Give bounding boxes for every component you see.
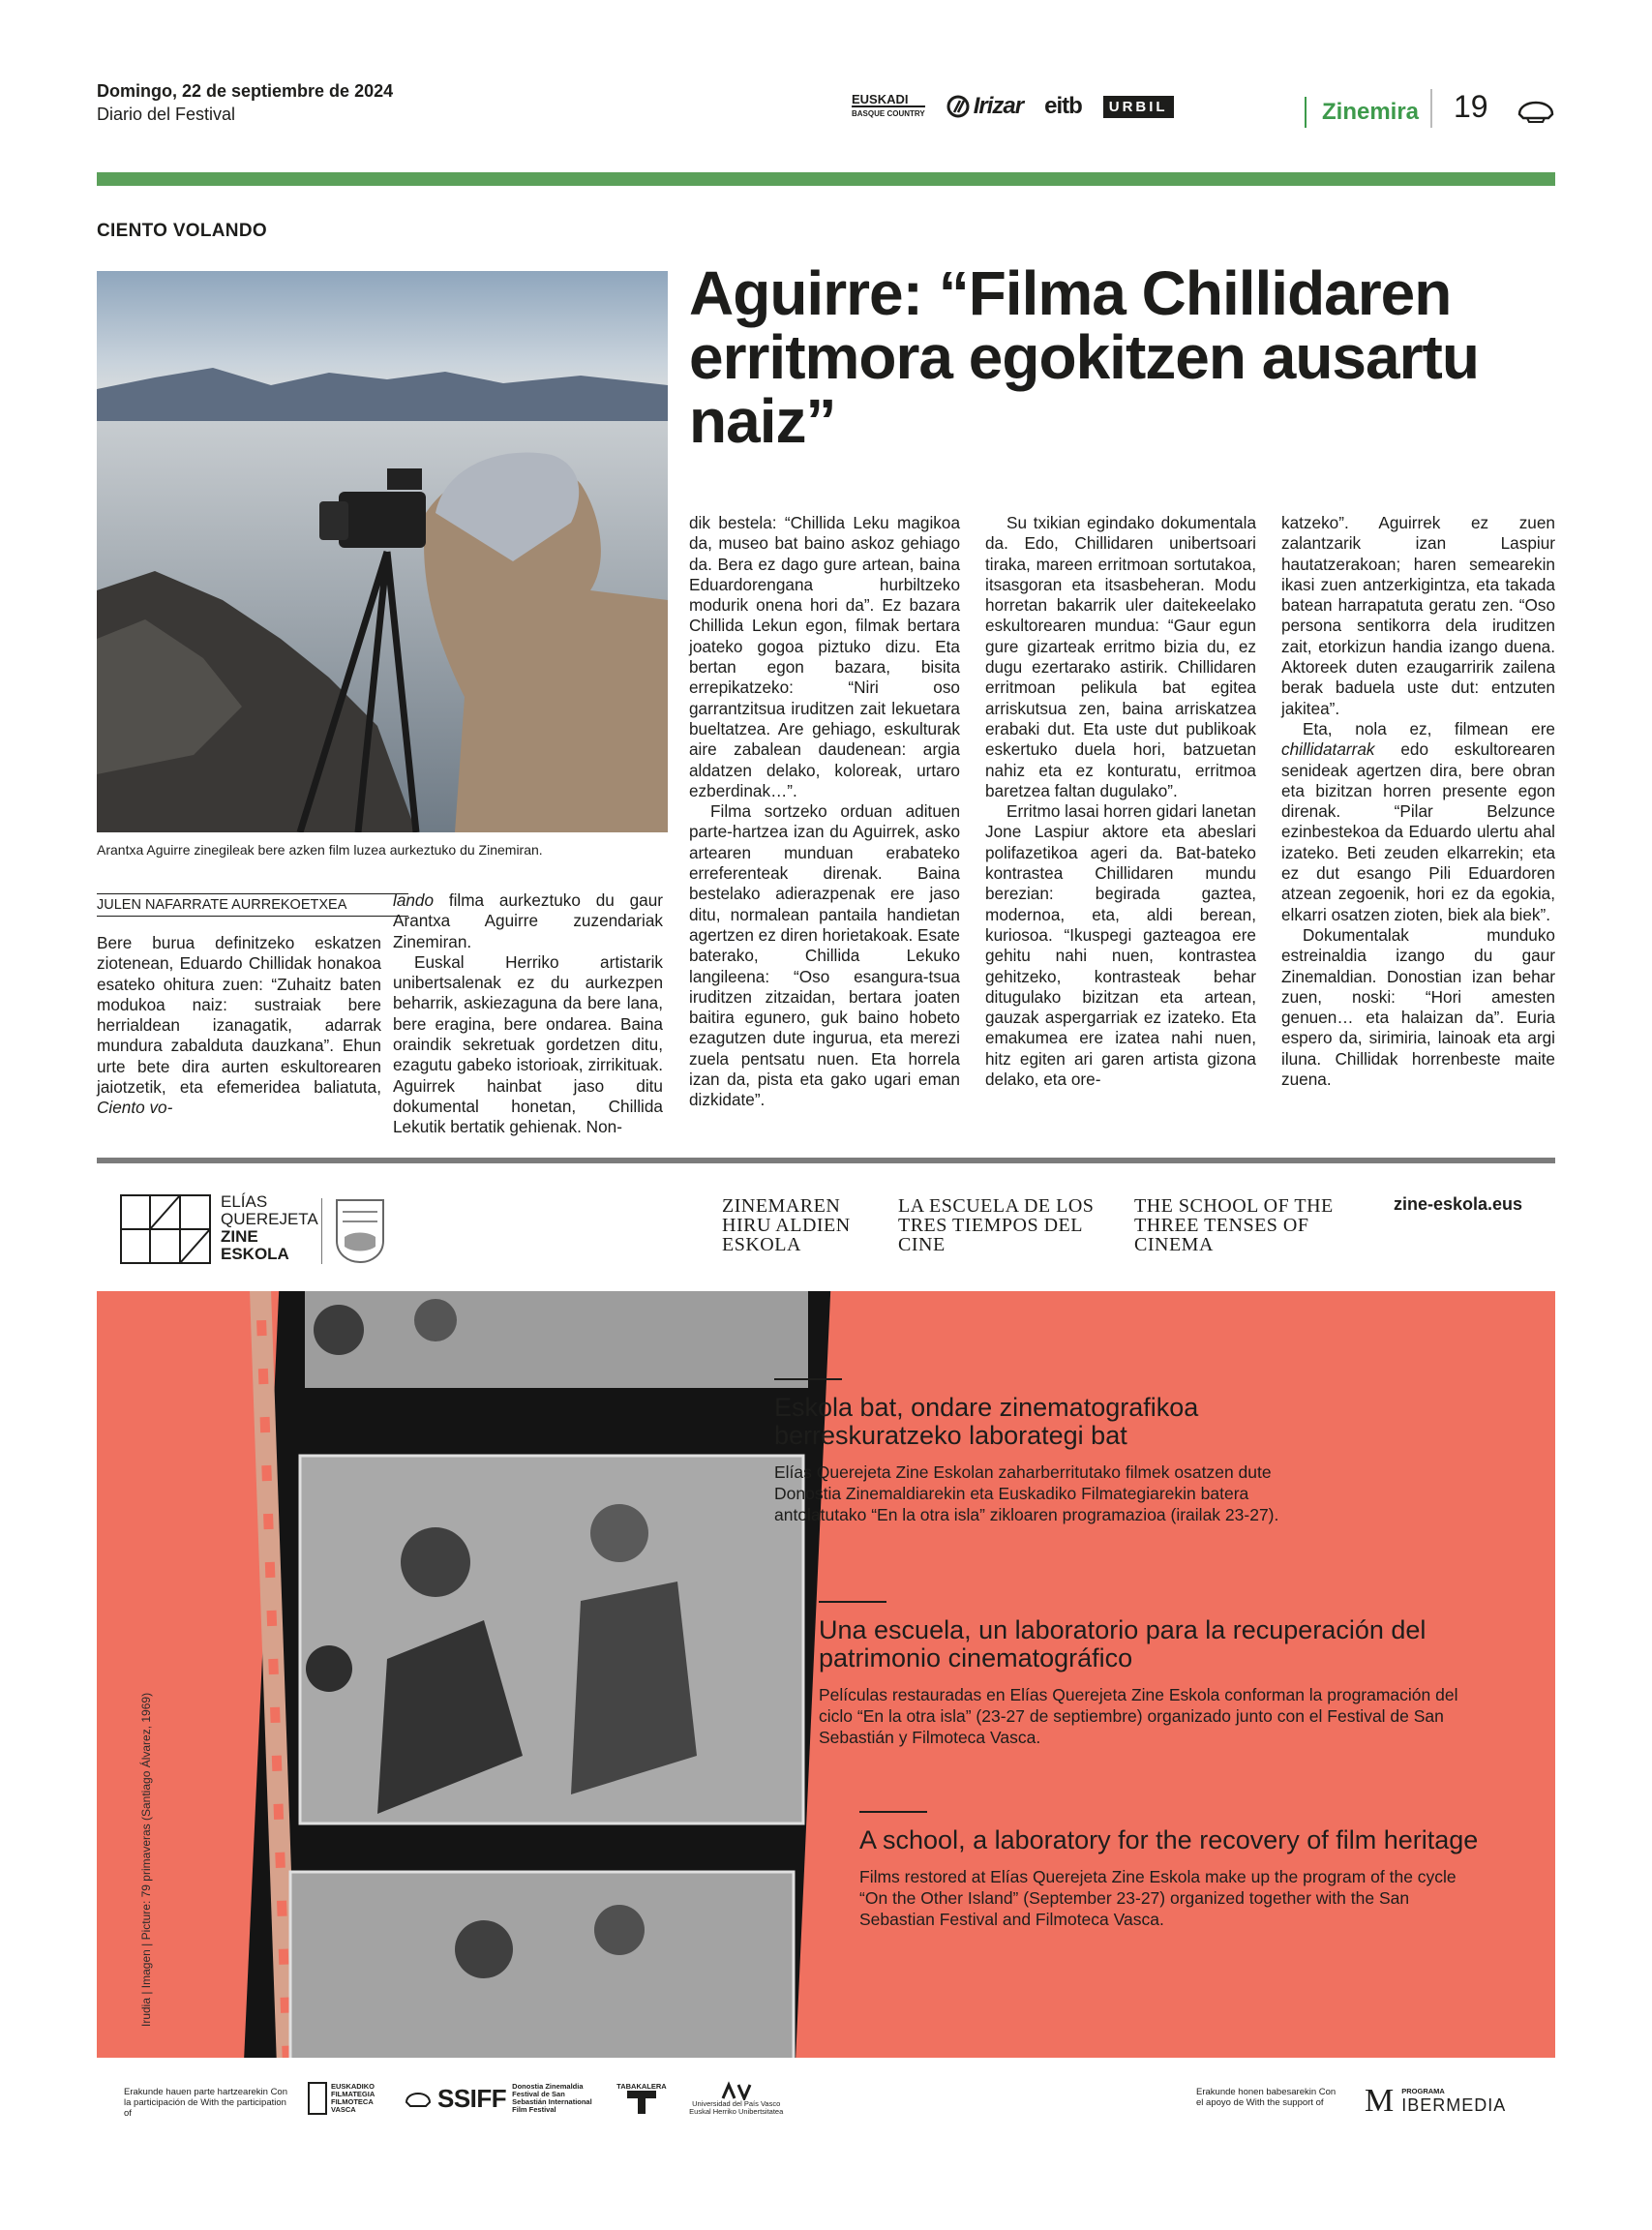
paragraph: Eta, nola ez, filmean ere chillidatarrak edo eskultorearen senideak agertzen dira, bere obran eta bizitzan horren presente egon direnak. “Pilar Belzunce ezinbestekoa da Eduardo ulertu ahal izateko. Beti zeuden elkarrekin; eta ez dut esango Pili Eduardoren atzean zegoenik, hori ez da egokia, elkarri osatzen zioten, biek ala biek”. (1281, 718, 1555, 924)
support-label: Erakunde honen babesarekin Con el apoyo de With the support of (1196, 2087, 1337, 2108)
text-column-1 (97, 933, 381, 1119)
text-column-5 (1281, 513, 1555, 1090)
ad-body: Películas restauradas en Elías Querejeta Zine Eskola conforman la programación del ciclo “En la otra isla” (23-27 de septiembre) organizado junto con el Festival de San Sebastián y Filmoteca Vasca. (819, 1685, 1458, 1747)
irizar-logo: Irizar (946, 93, 1023, 120)
dash-rule (819, 1601, 886, 1603)
ad-body: Films restored at Elías Querejeta Zine Eskola make up the program of the cycle “On the Other Island” (September 23-27) organized together with the San Sebastian Festival and Filmoteca Vasca. (859, 1867, 1457, 1929)
advert-separator (97, 1158, 1555, 1163)
text-column-2 (393, 890, 663, 1138)
ad-body: Elías Querejeta Zine Eskolan zaharberritutako filmek osatzen dute Donostia Zinemaldiarekin eta Euskadiko Filmategiarekin batera antolatutako “En la otra isla” zikloaren programazioa (irailak 23-27). (774, 1462, 1279, 1524)
logo-divider (321, 1198, 322, 1264)
tagline-spanish: LA ESCUELA DE LOS TRES TIEMPOS DEL CINE (898, 1195, 1095, 1255)
ad-heading: Una escuela, un laboratorio para la recuperación del patrimonio cinematográfico (819, 1615, 1427, 1672)
upv-ehu-logo: Universidad del País Vasco Euskal Herriko Unibertsitatea (688, 2081, 785, 2116)
paragraph: Filma sortzeko orduan adituen parte-hartzea izan du Aguirrek, asko artearen munduan erabateko erreferenteak direnak. Baina bestelako adierazpenak ere jaso ditu, normalean pantaila handietan agertzen ez diren horietakoak. Esate baterako, Chillida Lekuko langileena: “Oso esangura-tsua iruditzen zitzaidan, bertara joaten baitira egunero, guk baino hobeto ezagutzen dute ingurua, eta merezi zuela pentsatu nuen. Eta horrela izan da, pista eta gako ugari eman dizkidate”. (689, 801, 960, 1110)
page-number: 19 (1454, 89, 1488, 124)
ad-heading: Eskola bat, ondare zinematografikoa berreskuratzeko laborategi bat (774, 1393, 1199, 1450)
section-name: Zinemira (1305, 97, 1419, 128)
ssiff-shell-icon (405, 2089, 432, 2108)
ad-heading: A school, a laboratory for the recovery of film heritage (859, 1825, 1479, 1854)
photo-credit: Irudia | Imagen | Picture: 79 primaveras (Santiago Álvarez, 1969) (139, 1692, 153, 2027)
paragraph: Dokumentalak munduko estreinaldia izango du gaur Zinemaldian. Donostian izan behar zuen, noski: “Hori amesten genuen… eta halaizan da”. Euria espero da, sirimiria, lainoak eta argi iluna. Chillidak horrenbeste maite zuena. (1281, 924, 1555, 1090)
ad-text-basque (774, 1378, 1316, 1525)
ibermedia-logo: M PROGRAMA IBERMEDIA (1365, 2083, 1507, 2119)
ad-text-english (859, 1811, 1479, 1930)
paragraph: dik bestela: “Chillida Leku magikoa da, museo bat baino askoz gehiago da. Bera ez dago gure artean, baina Eduardorengana hurbiltzeko modurik onena hori da”. Ez bazara Chillida Lekun egon, filmak bertara joateko gogoa piztuko dizu. Eta bertan egon bazara, bisita errepikatzeko: “Niri oso garrantzitsua iruditzen zait lekuetara bueltatzea. Are gehiago, eskulturak aire zabalean daudenean: argia aldatzen delako, koloreak, urtaro ezberdinak…”. (689, 513, 960, 800)
gipuzkoa-shield-icon (335, 1198, 385, 1264)
issue-date: Domingo, 22 de septiembre de 2024 (97, 81, 394, 101)
dash-rule (859, 1811, 927, 1813)
urbil-logo: URBIL (1103, 96, 1174, 118)
tagline-english: THE SCHOOL OF THE THREE TENSES OF CINEMA (1134, 1195, 1334, 1255)
text-column-4 (985, 513, 1256, 1090)
ssiff-logo: SSIFF Donostia Zinemaldia Festival de San Sebastián International Film Festival (405, 2083, 595, 2114)
shell-icon (1516, 89, 1556, 126)
zine-eskola-logo-text: ELÍAS QUEREJETA ZINE ESKOLA (221, 1192, 318, 1263)
filmoteca-logo: EUSKADIKO FILMATEGIA FILMOTECA VASCA (308, 2082, 383, 2115)
tagline-basque: ZINEMAREN HIRU ALDIEN ESKOLA (722, 1195, 851, 1255)
school-website-link[interactable]: zine-eskola.eus (1394, 1194, 1523, 1214)
header-divider (1430, 89, 1432, 128)
tabakalera-logo: TABAKALERA (616, 2083, 667, 2114)
article-kicker: CIENTO VOLANDO (97, 221, 267, 241)
participation-label: Erakunde hauen parte hartzearekin Con la participación de With the participation of (124, 2087, 288, 2119)
dash-rule (774, 1378, 842, 1380)
film-strip-image (213, 1291, 832, 2058)
article-headline: Aguirre: “Filma Chillidaren erritmora egokitzen ausartu naiz” (689, 258, 1479, 456)
upv-ehu-icon (719, 2081, 754, 2100)
publication-name: Diario del Festival (97, 105, 236, 124)
ad-text-spanish (819, 1601, 1477, 1748)
paragraph: Bere burua definitzeko eskatzen ziotenean, Eduardo Chillidak honakoa esateko ohitura zuen: “Zuhaitz baten modukoa naiz: sustraiak bere herrialdean izanagatik, adarrak mundura zabalduta dauzkana”. Ehun urte bete dira aurten eskultorearen jaiotzetik, eta efemeridea baliatuta, Ciento vo- (97, 933, 381, 1118)
eitb-logo: eitb (1044, 93, 1082, 119)
paragraph: Erritmo lasai horren gidari lanetan Jone Laspiur aktore eta abeslari polifazetikoa ageri da. Bat-bateko kontrastea Chillidaren mundu berezian: begirada gaztea, modernoa, eta, aldi berean, kuriosoa. “Ikuspegi gazteagoa ere gehitu nahi nuen, kontrastea gehitzeko, kontrasteak behar ditugulako bizitzan eta artean, gauzak aspergarriak ez izateko. Eta emakumea ere izatea nahi nuen, hitz egiten ari garen artista gizona delako, eta ore- (985, 801, 1256, 1090)
filmoteca-icon (308, 2082, 327, 2115)
irizar-icon (946, 95, 970, 118)
section-rule (97, 172, 1555, 186)
paragraph: lando filma aurkeztuko du gaur Arantxa Aguirre zuzendariak Zinemiran. (393, 890, 663, 951)
advert-panel (97, 1291, 1555, 2058)
partner-logos (308, 2081, 785, 2116)
paragraph: katzeko”. Aguirrek ez zuen zalantzarik izan Laspiur hautatzerakoan; haren semearekin ikasi zuen antzerkigintza, eta takada batean harrapatuta geratu zen. “Oso persona sentikorra dela iruditzen zait, etorkizun handia izango duena. Aktoreek duten ezaugarririk zailena berak baduela uste dut: entzuten jakitea”. (1281, 513, 1555, 718)
sponsor-logos (852, 87, 1174, 126)
filmmaker-photo (97, 271, 668, 832)
photo-caption: Arantxa Aguirre zinegileak bere azken film luzea aurkeztuko du Zinemiran. (97, 842, 543, 858)
article-byline: JULEN NAFARRATE AURREKOETXEA (97, 893, 408, 917)
paragraph: Su txikian egindako dokumentala da. Edo, Chillidaren unibertsoari tiraka, mareen erritmoan sortutakoa, itsasgoran eta itsasbeheran. Modu horretan bakarrik uler daitekeelako eskultorearen mundua: “Gaur egun gure gizarteak erritmo bizia du, ez dugu ezertarako astirik. Chillidaren erritmoan pelikula bat egitea arriskutsua zen, baina arriskatzea erabaki dut. Eta uste dut publikoak eskertuko duela hori, batzuetan nahiz eta ez konturatu, erritmoa baretzea faltan dugulako”. (985, 513, 1256, 800)
tabakalera-t-icon (627, 2091, 656, 2114)
ibermedia-m-icon: M (1365, 2083, 1395, 2119)
zine-eskola-logo-mark (120, 1194, 211, 1264)
euskadi-logo: EUSKADI BASQUE COUNTRY (852, 91, 925, 118)
paragraph: Euskal Herriko artistarik unibertsalenak ez du aurkezpen beharrik, askiezaguna da bere lana, bere eragina, bere ondarea. Baina oraindik sekretuak gordetzen ditu, ezagutu gabeko istorioak, zirrikituak. Aguirrek hainbat jaso ditu dokumental honetan, Chillida Lekutik bertatik gehienak. Non- (393, 951, 663, 1137)
text-column-3 (689, 513, 960, 1111)
article-photo (97, 271, 668, 832)
